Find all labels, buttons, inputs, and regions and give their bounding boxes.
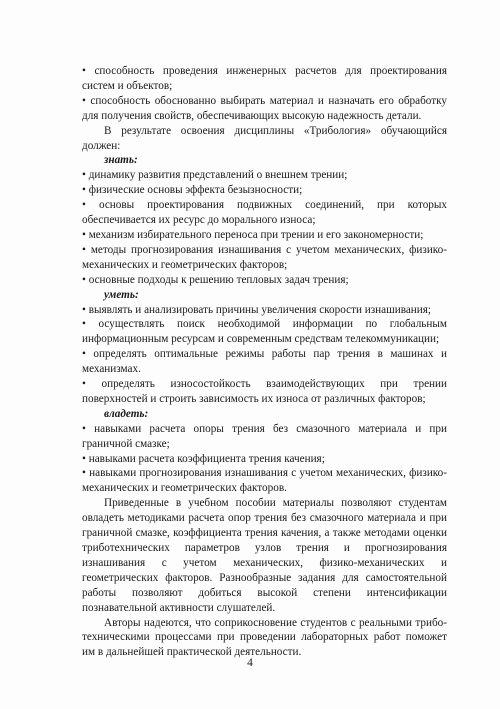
section-heading: знать: xyxy=(104,154,138,167)
bullet-item: • основные подходы к решению тепловых задач трения; xyxy=(82,273,349,286)
section-heading: владеть: xyxy=(104,407,149,420)
bullet-item: • навыками прогнозирования изнашивания с учетом механических, физико-механических и геометрических факторов. xyxy=(82,467,447,495)
bullet-item: • основы проектирования подвижных соединений, при которых обеспечивается их ресурс до морального износа; xyxy=(82,199,447,227)
bullet-item: • методы прогнозирования изнашивания с учетом механических, физико-механических и геометрических факторов; xyxy=(82,243,447,271)
page-body xyxy=(82,64,447,660)
paragraph: Авторы надеются, что соприкосновение студентов с реальными триботехническими процессами при проведении лабораторных работ поможет им в дальнейшей практической деятельности. xyxy=(82,616,447,659)
bullet-item: • определять износостойкость взаимодействующих при трении поверхностей и строить зависимость их износа от различных факторов; xyxy=(82,378,447,405)
bullet-item: • осуществлять поиск необходимой информации по глобальным информационным ресурсам и современным средствам телекоммуникации; xyxy=(82,318,447,346)
section-heading: уметь: xyxy=(104,288,139,301)
bullet-item: • механизм избирательного переноса при трении и его закономерности; xyxy=(82,228,424,241)
bullet-item: • физические основы эффекта безызносности; xyxy=(82,184,303,197)
bullet-item: • выявлять и анализировать причины увеличения скорости изнашивания; xyxy=(82,303,432,316)
bullet-item: • навыками расчета опоры трения без смазочного материала и при граничной смазке; xyxy=(82,422,447,450)
paragraph: В результате освоения дисциплины «Трибология» обучающийся должен: xyxy=(82,124,447,152)
bullet-item: • способность обоснованно выбирать материал и назначать его обработку для получения свойств, обеспечивающих высокую надежность детали. xyxy=(82,94,447,122)
bullet-item: • способность проведения инженерных расчетов для проектирования систем и объектов; xyxy=(82,65,447,92)
bullet-item: • навыками расчета коэффициента трения качения; xyxy=(82,452,325,465)
paragraph: Приведенные в учебном пособии материалы позволяют студентам овладеть методиками расчета опор трения без смазочного материала и при граничной смазке, коэффициента трения качения, а также методами оценки триботехнических параметров узлов трения и прогнозирования изнашивания с учетом механических, физико-механических и геометрических факторов. Разнообразные задания для самостоятельной работы позволяют добиться высокой степени интенсификации познавательной активности слушателей. xyxy=(82,497,447,614)
page-number: 4 xyxy=(247,657,253,669)
bullet-item: • определять оптимальные режимы работы пар трения в машинах и механизмах. xyxy=(82,348,447,376)
bullet-item: • динамику развития представлений о внешнем трении; xyxy=(82,169,348,182)
